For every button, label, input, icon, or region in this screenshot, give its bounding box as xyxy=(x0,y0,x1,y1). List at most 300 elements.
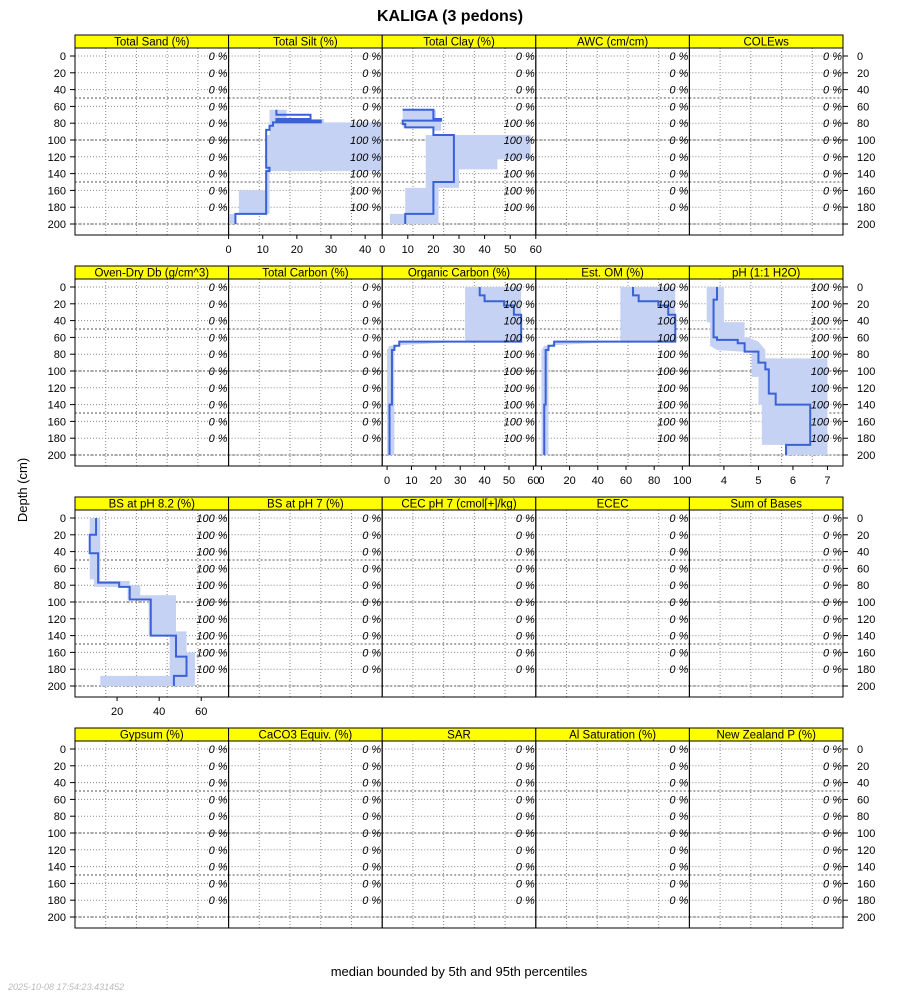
panel-title: Total Carbon (%) xyxy=(262,267,349,280)
pct-label: 0 % xyxy=(669,185,689,198)
panel-title: BS at pH 8.2 (%) xyxy=(108,498,195,511)
pct-label: 0 % xyxy=(362,630,382,643)
depth-tick-label-right: 100 xyxy=(857,828,876,840)
pct-label: 100 % xyxy=(503,298,535,311)
depth-tick-label-right: 60 xyxy=(857,101,870,114)
pct-label: 0 % xyxy=(823,597,842,609)
depth-tick-label-right: 80 xyxy=(857,349,870,362)
x-tick-label: 20 xyxy=(427,244,440,256)
panel-title: Al Saturation (%) xyxy=(569,729,657,742)
pct-label: 0 % xyxy=(823,202,842,215)
pct-label: 0 % xyxy=(515,84,535,97)
pct-label: 0 % xyxy=(362,664,382,677)
pct-label: 100 % xyxy=(503,315,535,328)
pct-label: 0 % xyxy=(669,828,689,840)
chart-title: KALIGA (3 pedons) xyxy=(376,8,524,25)
depth-tick-label-left: 80 xyxy=(53,349,66,362)
pct-label: 100 % xyxy=(196,597,228,609)
x-tick-label: 40 xyxy=(478,244,491,256)
pct-label: 0 % xyxy=(362,366,382,378)
depth-tick-label-left: 120 xyxy=(47,151,66,164)
x-tick-label: 20 xyxy=(429,475,442,487)
pct-label: 0 % xyxy=(669,844,689,857)
pct-label: 100 % xyxy=(349,185,382,198)
pct-label: 0 % xyxy=(208,366,228,378)
pct-label: 0 % xyxy=(669,760,689,773)
pct-label: 0 % xyxy=(669,630,689,643)
pct-label: 0 % xyxy=(362,513,382,525)
pct-label: 0 % xyxy=(362,861,382,874)
pct-label: 100 % xyxy=(349,151,382,164)
pct-label: 0 % xyxy=(208,744,228,756)
panel-border xyxy=(75,279,229,466)
depth-tick-label-right: 140 xyxy=(857,630,876,643)
depth-tick-label-right: 40 xyxy=(857,84,870,97)
pct-label: 0 % xyxy=(669,811,689,824)
pct-label: 0 % xyxy=(823,760,842,773)
depth-tick-label-left: 40 xyxy=(53,546,66,559)
pct-label: 100 % xyxy=(196,647,228,660)
pct-label: 100 % xyxy=(349,118,382,131)
depth-tick-label-left: 100 xyxy=(47,828,66,840)
depth-tick-label-left: 140 xyxy=(47,399,66,412)
pct-label: 0 % xyxy=(669,151,689,164)
pct-label: 0 % xyxy=(515,664,535,677)
x-tick-label: 100 xyxy=(673,475,692,487)
depth-tick-label-right: 20 xyxy=(857,298,870,311)
pct-label: 0 % xyxy=(823,529,842,542)
pct-label: 0 % xyxy=(823,51,842,63)
panel-border xyxy=(689,48,843,235)
pct-label: 100 % xyxy=(349,202,382,215)
depth-tick-label-left: 200 xyxy=(47,681,66,693)
depth-tick-label-left: 60 xyxy=(53,101,66,114)
depth-tick-label-left: 20 xyxy=(53,67,66,80)
pct-label: 0 % xyxy=(362,777,382,790)
depth-tick-label-left: 40 xyxy=(53,777,66,790)
depth-tick-label-left: 20 xyxy=(53,760,66,773)
depth-tick-label-left: 140 xyxy=(47,861,66,874)
pct-label: 0 % xyxy=(515,563,535,576)
panel-title: Est. OM (%) xyxy=(581,267,644,280)
x-tick-label: 6 xyxy=(789,475,797,487)
pct-label: 0 % xyxy=(823,67,842,80)
pct-label: 0 % xyxy=(208,101,228,114)
pct-label: 0 % xyxy=(515,647,535,660)
x-tick-label: 0 xyxy=(538,475,545,487)
pct-label: 0 % xyxy=(669,51,689,63)
x-tick-label: 60 xyxy=(619,475,633,487)
x-tick-label: 20 xyxy=(563,475,576,487)
pct-label: 100 % xyxy=(657,298,689,311)
pct-label: 0 % xyxy=(362,760,382,773)
x-tick-label: 20 xyxy=(290,244,303,256)
x-tick-label: 40 xyxy=(153,706,166,718)
depth-tick-label-right: 180 xyxy=(857,664,876,677)
depth-tick-label-left: 60 xyxy=(53,794,66,807)
pct-label: 0 % xyxy=(515,101,535,114)
pct-label: 0 % xyxy=(823,895,842,908)
pct-label: 0 % xyxy=(669,513,689,525)
pct-label: 0 % xyxy=(208,433,228,446)
pct-label: 100 % xyxy=(196,529,228,542)
pct-label: 0 % xyxy=(362,349,382,362)
depth-tick-label-right: 120 xyxy=(857,382,876,395)
pct-label: 0 % xyxy=(669,597,689,609)
depth-tick-label-right: 120 xyxy=(857,151,876,164)
depth-tick-label-right: 100 xyxy=(857,597,876,609)
pct-label: 0 % xyxy=(823,878,842,891)
panel-border xyxy=(229,741,383,928)
pct-label: 100 % xyxy=(196,664,228,677)
x-tick-label: 30 xyxy=(452,244,466,256)
panel-title: SAR xyxy=(447,729,471,742)
pct-label: 100 % xyxy=(810,349,842,362)
pct-label: 0 % xyxy=(515,861,535,874)
pct-label: 0 % xyxy=(823,630,842,643)
pct-label: 100 % xyxy=(196,630,228,643)
pct-label: 0 % xyxy=(208,168,228,181)
panel-border xyxy=(75,48,229,235)
pct-label: 0 % xyxy=(515,794,535,807)
pct-label: 100 % xyxy=(503,349,535,362)
pct-label: 100 % xyxy=(810,433,842,446)
pct-label: 0 % xyxy=(208,135,228,147)
pct-label: 0 % xyxy=(208,844,228,857)
x-tick-label: 0 xyxy=(379,244,386,256)
depth-tick-label-left: 0 xyxy=(59,282,66,294)
pct-label: 0 % xyxy=(515,760,535,773)
panel-title: BS at pH 7 (%) xyxy=(267,498,344,511)
pct-label: 100 % xyxy=(503,433,535,446)
pct-label: 0 % xyxy=(669,580,689,593)
depth-tick-label-right: 160 xyxy=(857,185,876,198)
pct-label: 0 % xyxy=(823,101,842,114)
x-tick-label: 10 xyxy=(401,244,414,256)
panel-title: AWC (cm/cm) xyxy=(577,36,649,49)
pct-label: 0 % xyxy=(669,202,689,215)
panel-border xyxy=(382,510,536,697)
depth-tick-label-left: 160 xyxy=(47,416,66,429)
pct-label: 0 % xyxy=(362,67,382,80)
pct-label: 0 % xyxy=(362,744,382,756)
depth-tick-label-left: 60 xyxy=(53,332,66,345)
pct-label: 0 % xyxy=(208,878,228,891)
pct-label: 0 % xyxy=(362,546,382,559)
pct-label: 100 % xyxy=(503,202,535,215)
pct-label: 0 % xyxy=(362,315,382,328)
depth-tick-label-left: 40 xyxy=(53,84,66,97)
depth-tick-label-right: 60 xyxy=(857,794,870,807)
panel-title: Total Clay (%) xyxy=(423,36,495,49)
depth-tick-label-left: 160 xyxy=(47,647,66,660)
pct-label: 0 % xyxy=(362,828,382,840)
pct-label: 0 % xyxy=(669,101,689,114)
x-tick-label: 50 xyxy=(502,475,516,487)
pct-label: 0 % xyxy=(362,878,382,891)
pct-label: 100 % xyxy=(196,563,228,576)
pct-label: 0 % xyxy=(669,647,689,660)
pct-label: 0 % xyxy=(515,828,535,840)
x-tick-label: 60 xyxy=(527,475,540,487)
pct-label: 0 % xyxy=(208,298,228,311)
depth-tick-label-left: 0 xyxy=(59,51,66,63)
depth-tick-label-right: 180 xyxy=(857,895,876,908)
depth-tick-label-right: 180 xyxy=(857,433,876,446)
pct-label: 0 % xyxy=(669,118,689,131)
pct-label: 0 % xyxy=(669,878,689,891)
x-tick-label: 30 xyxy=(324,244,338,256)
pct-label: 100 % xyxy=(503,185,535,198)
depth-tick-label-right: 180 xyxy=(857,202,876,215)
panel-border xyxy=(689,741,843,928)
depth-tick-label-right: 140 xyxy=(857,399,876,412)
x-tick-label: 40 xyxy=(591,475,604,487)
pct-label: 0 % xyxy=(669,613,689,626)
pct-label: 100 % xyxy=(810,298,842,311)
pct-label: 0 % xyxy=(208,794,228,807)
pct-label: 0 % xyxy=(669,84,689,97)
x-tick-label: 60 xyxy=(195,706,208,718)
pct-label: 0 % xyxy=(823,151,842,164)
depth-tick-label-left: 0 xyxy=(59,513,66,525)
pct-label: 0 % xyxy=(515,513,535,525)
pct-label: 0 % xyxy=(208,84,228,97)
panel-title: COLEws xyxy=(743,36,789,49)
panel-title: CaCO3 Equiv. (%) xyxy=(258,729,353,742)
panel-title: New Zealand P (%) xyxy=(716,729,816,742)
pct-label: 0 % xyxy=(515,529,535,542)
depth-tick-label-right: 140 xyxy=(857,861,876,874)
pct-label: 0 % xyxy=(362,298,382,311)
depth-tick-label-right: 20 xyxy=(857,67,870,80)
pct-label: 0 % xyxy=(208,67,228,80)
depth-tick-label-right: 40 xyxy=(857,546,870,559)
panel-border xyxy=(75,741,229,928)
pct-label: 0 % xyxy=(362,282,382,294)
pct-label: 0 % xyxy=(515,811,535,824)
pct-label: 100 % xyxy=(657,332,689,345)
panel-border xyxy=(689,510,843,697)
panel-border xyxy=(382,741,536,928)
pct-label: 0 % xyxy=(208,349,228,362)
pct-label: 0 % xyxy=(362,399,382,412)
pct-label: 0 % xyxy=(515,546,535,559)
pct-label: 100 % xyxy=(503,399,535,412)
depth-tick-label-right: 80 xyxy=(857,811,870,824)
pct-label: 100 % xyxy=(503,168,535,181)
x-tick-label: 30 xyxy=(454,475,467,487)
panel-border xyxy=(536,510,690,697)
panel-title: Total Silt (%) xyxy=(273,36,338,49)
depth-tick-label-left: 100 xyxy=(47,135,66,147)
pct-label: 100 % xyxy=(503,332,535,345)
pct-label: 0 % xyxy=(515,630,535,643)
pct-label: 0 % xyxy=(362,895,382,908)
pct-label: 100 % xyxy=(196,580,228,593)
pct-label: 0 % xyxy=(669,777,689,790)
pct-label: 100 % xyxy=(657,382,689,395)
pct-label: 100 % xyxy=(503,118,535,131)
pct-label: 0 % xyxy=(515,744,535,756)
depth-tick-label-right: 0 xyxy=(857,51,864,63)
pct-label: 0 % xyxy=(362,597,382,609)
pct-label: 0 % xyxy=(208,777,228,790)
pct-label: 0 % xyxy=(208,151,228,164)
pct-label: 0 % xyxy=(208,282,228,294)
pct-label: 0 % xyxy=(823,828,842,840)
pct-label: 100 % xyxy=(810,282,842,294)
pct-label: 0 % xyxy=(823,185,842,198)
pct-label: 0 % xyxy=(823,647,842,660)
depth-tick-label-right: 20 xyxy=(857,529,870,542)
pct-label: 0 % xyxy=(208,185,228,198)
pct-label: 0 % xyxy=(362,382,382,395)
pct-label: 100 % xyxy=(349,168,382,181)
depth-tick-label-right: 140 xyxy=(857,168,876,181)
pct-label: 0 % xyxy=(208,118,228,131)
pct-label: 0 % xyxy=(823,664,842,677)
pct-label: 0 % xyxy=(208,811,228,824)
pct-label: 0 % xyxy=(669,67,689,80)
pct-label: 0 % xyxy=(669,895,689,908)
pct-label: 0 % xyxy=(669,563,689,576)
panel-title: Oven-Dry Db (g/cm^3) xyxy=(94,267,210,280)
x-tick-label: 4 xyxy=(720,475,727,487)
pct-label: 100 % xyxy=(196,546,228,559)
pct-label: 0 % xyxy=(823,546,842,559)
pct-label: 100 % xyxy=(503,416,535,429)
depth-tick-label-right: 40 xyxy=(857,315,870,328)
depth-tick-label-right: 40 xyxy=(857,777,870,790)
pct-label: 100 % xyxy=(196,613,228,626)
depth-tick-label-left: 40 xyxy=(53,315,66,328)
depth-tick-label-left: 120 xyxy=(47,382,66,395)
depth-tick-label-right: 0 xyxy=(857,282,864,294)
depth-tick-label-left: 100 xyxy=(47,366,66,378)
depth-tick-label-left: 20 xyxy=(53,298,66,311)
pct-label: 100 % xyxy=(810,366,842,378)
depth-tick-label-left: 0 xyxy=(59,744,66,756)
x-tick-label: 7 xyxy=(824,475,831,487)
depth-tick-label-right: 60 xyxy=(857,563,870,576)
panel-title: Gypsum (%) xyxy=(119,729,184,742)
pct-label: 0 % xyxy=(362,794,382,807)
pct-label: 0 % xyxy=(823,513,842,525)
pct-label: 0 % xyxy=(669,546,689,559)
depth-tick-label-left: 80 xyxy=(53,811,66,824)
pct-label: 0 % xyxy=(208,202,228,215)
x-tick-label: 5 xyxy=(755,475,762,487)
pct-label: 0 % xyxy=(823,84,842,97)
depth-tick-label-left: 60 xyxy=(53,563,66,576)
pct-label: 100 % xyxy=(810,382,842,395)
x-tick-label: 20 xyxy=(110,706,124,718)
y-axis-label: Depth (cm) xyxy=(15,457,30,523)
timestamp: 2025-10-08 17:54:23.431452 xyxy=(8,982,125,992)
pct-label: 0 % xyxy=(515,613,535,626)
pct-label: 100 % xyxy=(503,151,535,164)
pct-label: 0 % xyxy=(208,399,228,412)
pct-label: 0 % xyxy=(515,67,535,80)
pct-label: 100 % xyxy=(657,315,689,328)
depth-tick-label-left: 140 xyxy=(47,630,66,643)
depth-tick-label-right: 160 xyxy=(857,878,876,891)
pct-label: 0 % xyxy=(823,844,842,857)
pct-label: 0 % xyxy=(669,664,689,677)
pct-label: 0 % xyxy=(208,51,228,63)
pct-label: 0 % xyxy=(362,416,382,429)
pct-label: 100 % xyxy=(657,433,689,446)
depth-tick-label-left: 200 xyxy=(47,219,66,231)
pct-label: 100 % xyxy=(810,332,842,345)
depth-tick-label-left: 200 xyxy=(47,912,66,924)
chart-footer: median bounded by 5th and 95th percentiles xyxy=(330,964,588,979)
depth-tick-label-left: 160 xyxy=(47,185,66,198)
x-tick-label: 40 xyxy=(478,475,491,487)
depth-tick-label-right: 0 xyxy=(857,744,864,756)
pct-label: 0 % xyxy=(823,744,842,756)
depth-tick-label-left: 80 xyxy=(53,580,66,593)
pct-label: 100 % xyxy=(503,135,535,147)
depth-tick-label-left: 180 xyxy=(47,895,66,908)
pct-label: 0 % xyxy=(823,168,842,181)
pct-label: 0 % xyxy=(362,844,382,857)
x-tick-label: 0 xyxy=(384,475,391,487)
panel-border xyxy=(536,48,690,235)
depth-tick-label-right: 160 xyxy=(857,647,876,660)
depth-tick-label-right: 200 xyxy=(857,912,876,924)
pct-label: 100 % xyxy=(657,366,689,378)
depth-tick-label-left: 20 xyxy=(53,529,66,542)
depth-tick-label-right: 60 xyxy=(857,332,870,345)
x-tick-label: 40 xyxy=(359,244,372,256)
panel-title: pH (1:1 H2O) xyxy=(732,267,801,280)
pct-label: 0 % xyxy=(823,580,842,593)
pct-label: 0 % xyxy=(362,563,382,576)
pct-label: 0 % xyxy=(823,613,842,626)
pct-label: 0 % xyxy=(362,101,382,114)
depth-tick-label-right: 200 xyxy=(857,681,876,693)
depth-tick-label-left: 200 xyxy=(47,450,66,462)
panel-title: Sum of Bases xyxy=(730,498,802,511)
x-tick-label: 50 xyxy=(504,244,517,256)
pct-label: 0 % xyxy=(669,529,689,542)
panel-border xyxy=(536,741,690,928)
pct-label: 0 % xyxy=(823,794,842,807)
depth-tick-label-right: 20 xyxy=(857,760,870,773)
depth-tick-label-right: 200 xyxy=(857,219,876,231)
pct-label: 0 % xyxy=(362,332,382,345)
panel-title: CEC pH 7 (cmol[+]/kg) xyxy=(401,498,517,511)
pct-label: 0 % xyxy=(669,168,689,181)
depth-tick-label-right: 200 xyxy=(857,450,876,462)
panel-title: Total Sand (%) xyxy=(114,36,190,49)
pct-label: 0 % xyxy=(208,895,228,908)
x-tick-label: 80 xyxy=(648,475,661,487)
depth-tick-label-right: 100 xyxy=(857,366,876,378)
pct-label: 0 % xyxy=(362,51,382,63)
pct-label: 0 % xyxy=(362,613,382,626)
depth-tick-label-left: 120 xyxy=(47,613,66,626)
pct-label: 0 % xyxy=(208,760,228,773)
depth-tick-label-left: 160 xyxy=(47,878,66,891)
pct-label: 0 % xyxy=(669,135,689,147)
pct-label: 0 % xyxy=(515,597,535,609)
pct-label: 0 % xyxy=(823,118,842,131)
pct-label: 0 % xyxy=(208,416,228,429)
pct-label: 0 % xyxy=(515,844,535,857)
